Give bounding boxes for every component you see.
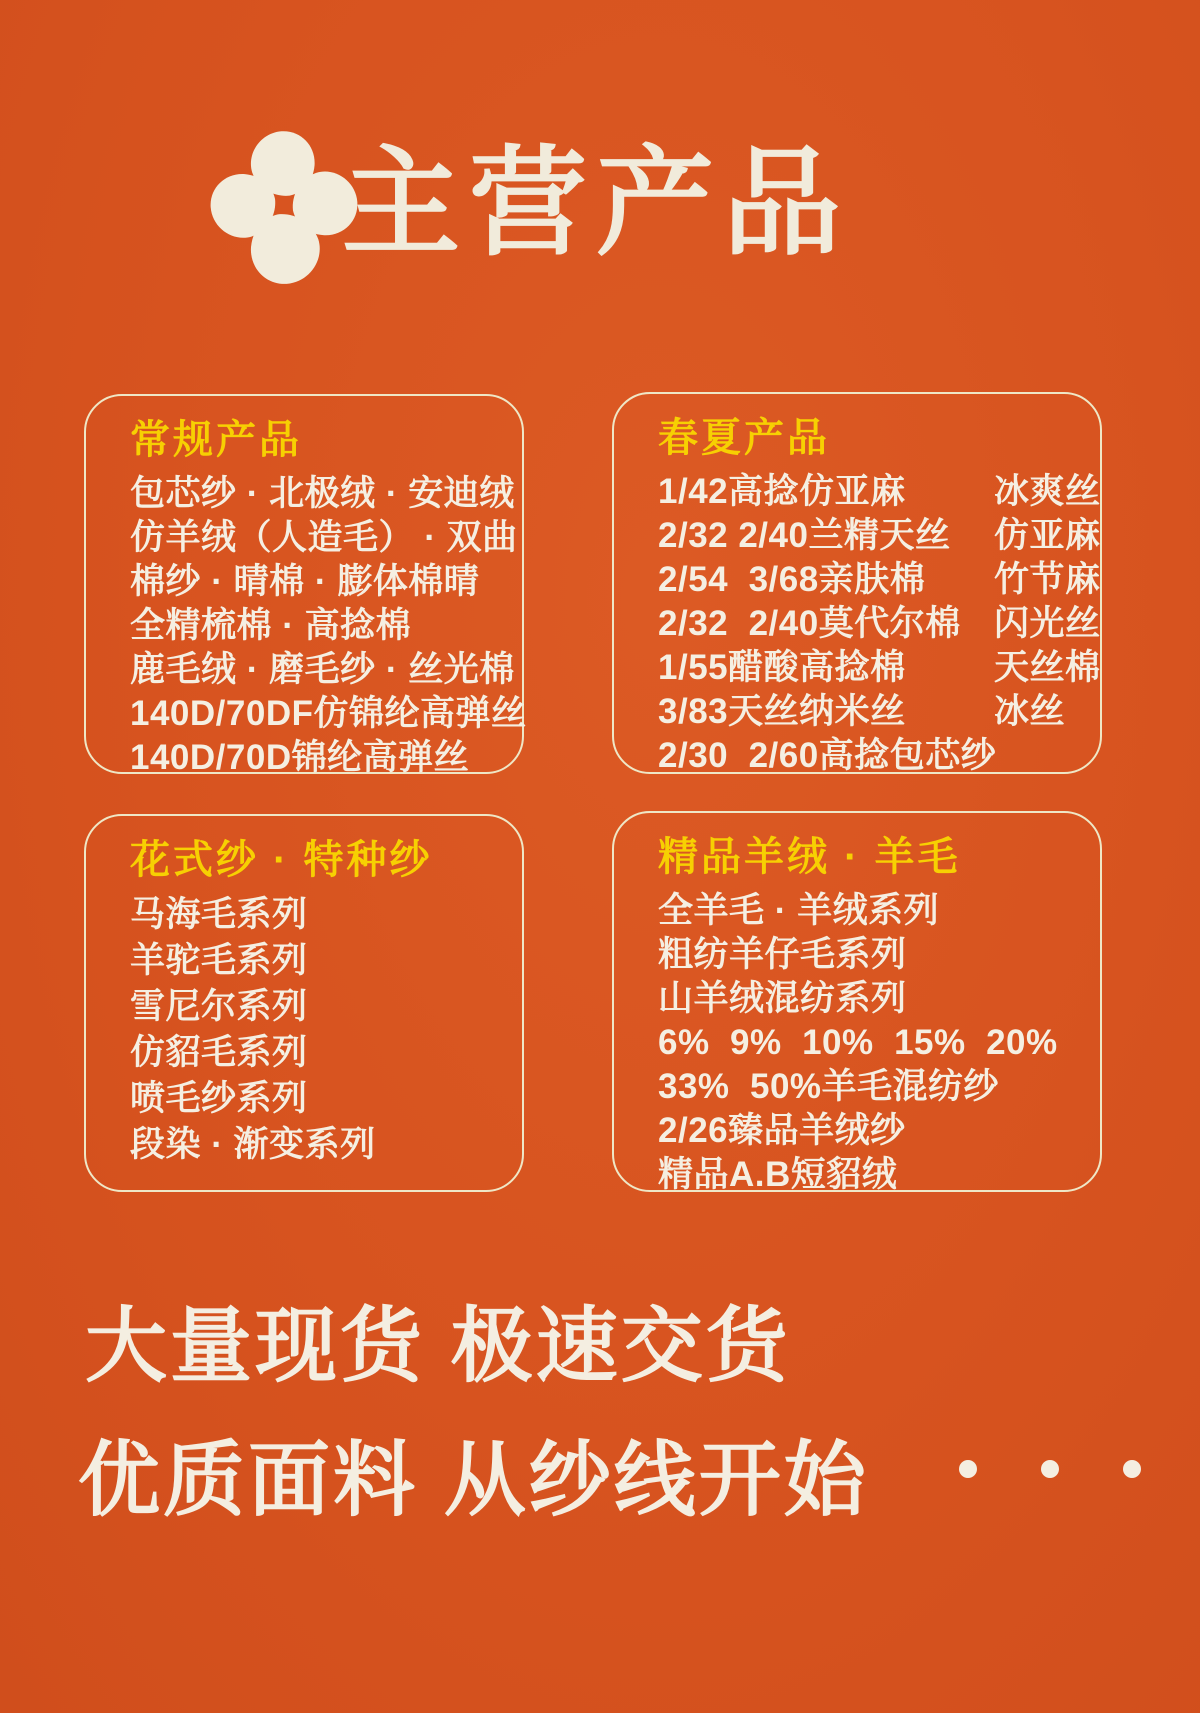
product-item: 冰爽丝: [994, 472, 1101, 511]
product-item: 棉纱 · 晴棉 · 膨体棉晴: [130, 562, 480, 601]
product-item: 2/30 2/60高捻包芯纱: [658, 736, 997, 775]
product-item: 2/54 3/68亲肤棉: [658, 560, 926, 599]
product-item: 全羊毛 · 羊绒系列: [658, 891, 940, 930]
product-item: 段染 · 渐变系列: [130, 1125, 376, 1164]
product-item: 山羊绒混纺系列: [658, 979, 907, 1018]
product-item: 仿羊绒（人造毛） · 双曲: [130, 518, 518, 557]
product-item: 140D/70DF仿锦纶高弹丝: [130, 694, 527, 733]
product-item: 33% 50%羊毛混纺纱: [658, 1067, 1000, 1106]
product-item: 1/42高捻仿亚麻: [658, 472, 906, 511]
fancy-special-yarn-box: [84, 814, 524, 1192]
product-item: 马海毛系列: [130, 895, 308, 934]
product-item: 精品A.B短貂绒: [658, 1155, 898, 1194]
product-item: 鹿毛绒 · 磨毛纱 · 丝光棉: [130, 650, 515, 689]
product-item: [994, 734, 1101, 778]
product-item: 6% 9% 10% 15% 20%: [658, 1023, 1058, 1062]
product-item: 闪光丝: [994, 604, 1101, 643]
product-item: 仿亚麻: [994, 516, 1101, 555]
product-item: 雪尼尔系列: [130, 987, 308, 1026]
product-item: 2/32 2/40兰精天丝: [658, 516, 951, 555]
dot-icon: [959, 1460, 977, 1478]
page-title: 主营产品: [342, 139, 851, 270]
tagline-quality-fabric: [78, 1432, 1141, 1530]
product-item: 仿貂毛系列: [130, 1033, 308, 1072]
tagline-quality-fabric-text: 优质面料 从纱线开始: [78, 1435, 869, 1526]
box-header: 常规产品: [130, 418, 302, 462]
two-column-list: [658, 470, 1101, 778]
product-item: 1/55醋酸高捻棉: [658, 648, 906, 687]
spring-summer-products-box: [612, 392, 1102, 774]
product-item: 喷毛纱系列: [130, 1079, 308, 1118]
trailing-dots: [895, 1434, 1141, 1478]
product-item: 2/32 2/40莫代尔棉: [658, 604, 961, 643]
box-header: 春夏产品: [658, 416, 830, 460]
tagline-stock-fast-delivery: 大量现货 极速交货: [85, 1301, 791, 1392]
box-header: 花式纱 · 特种纱: [130, 838, 433, 882]
product-item: 粗纺羊仔毛系列: [658, 935, 907, 974]
product-item: 3/83天丝纳米丝: [658, 692, 906, 731]
product-item: 包芯纱 · 北极绒 · 安迪绒: [130, 474, 515, 513]
product-item: 天丝棉: [994, 648, 1101, 687]
premium-cashmere-wool-box: [612, 811, 1102, 1192]
product-item: 冰丝: [994, 692, 1066, 731]
product-item: 140D/70D锦纶高弹丝: [130, 738, 470, 777]
product-item: 全精梳棉 · 高捻棉: [130, 606, 412, 645]
dot-icon: [1123, 1460, 1141, 1478]
product-item: 2/26臻品羊绒纱: [658, 1111, 906, 1150]
product-item: 竹节麻: [994, 560, 1101, 599]
box-header: 精品羊绒 · 羊毛: [658, 835, 961, 879]
dot-icon: [1041, 1460, 1059, 1478]
regular-products-box: [84, 394, 527, 777]
product-item: 羊驼毛系列: [130, 941, 308, 980]
